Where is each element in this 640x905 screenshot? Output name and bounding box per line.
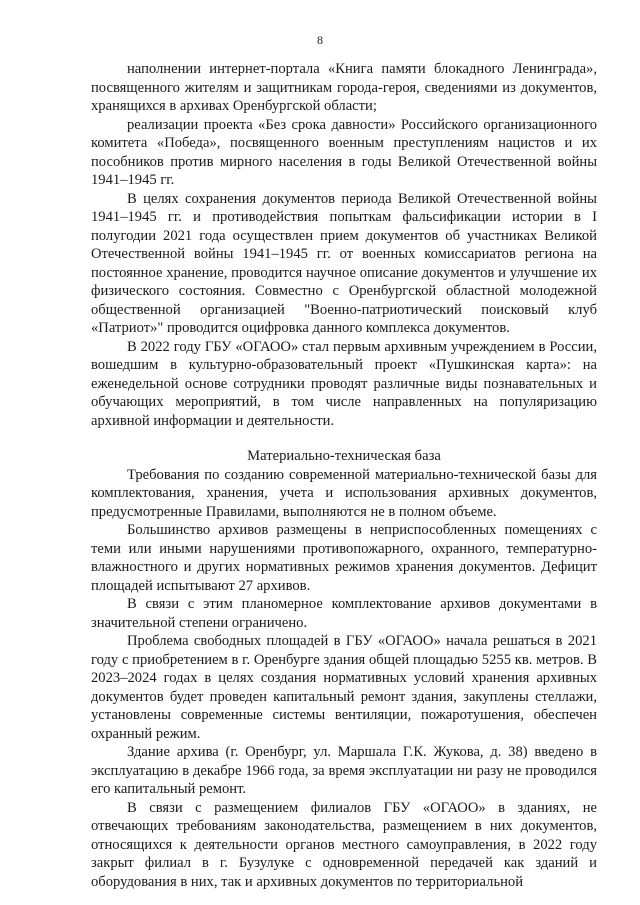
paragraph: В связи с этим планомерное комплектование архивов документами в значительной степени ограничено. bbox=[91, 596, 597, 631]
paragraph: Проблема свободных площадей в ГБУ «ОГАОО» начала решаться в 2021 году с приобретением в г. Оренбурге здания общей площадью 5255 кв. метров. В 2023–2024 годах в целях создания нормативных условий хранения архивных документов будет проведен капитальный ремонт здания, закуплены стеллажи, установлены современные системы вентиляции, пожаротушения, обеспечен охранный режим. bbox=[91, 633, 597, 742]
paragraph: Требования по созданию современной материально-технической базы для комплектования, хранения, учета и использования архивных документов, предусмотренные Правилами, выполняются не в полном объеме. bbox=[91, 466, 597, 520]
page-number: 8 bbox=[317, 33, 323, 47]
paragraph: реализации проекта «Без срока давности» Российского организационного комитета «Победа», посвященного военным преступлениям нацистов и их пособников против мирного населения в годы Великой Отечественной войны 1941–1945 гг. bbox=[91, 116, 597, 188]
paragraph: Здание архива (г. Оренбург, ул. Маршала Г.К. Жукова, д. 38) введено в эксплуатацию в декабре 1966 года, за время эксплуатации ни разу не проводился его капитальный ремонт. bbox=[91, 744, 597, 797]
page-body bbox=[91, 60, 597, 891]
section-heading: Материально-техническая база bbox=[247, 448, 441, 464]
paragraph: В целях сохранения документов периода Великой Отечественной войны 1941–1945 гг. и противодействия попыткам фальсификации истории в I полугодии 2021 года осуществлен прием документов об участниках Великой Отечественной войны 1941–1945 гг. от военных комиссариатов региона на постоянное хранение, проводится научное описание документов и улучшение их физического состояния. Совместно с Оренбургской областной молодежной общественной организацией "Военно-патриотический поисковый клуб «Патриот»" проводится оцифровка данного комплекса документов. bbox=[91, 190, 597, 336]
paragraph: наполнении интернет-портала «Книга памяти блокадного Ленинграда», посвященного жителям и защитникам города-героя, сведениями из документов, хранящихся в архивах Оренбургской области; bbox=[91, 61, 597, 114]
paragraph: В 2022 году ГБУ «ОГАОО» стал первым архивным учреждением в России, вошедшим в культурно-образовательный проект «Пушкинская карта»: на еженедельной основе сотрудники проводят различные виды познавательных и обучающих мероприятий, в том числе направленных на популяризацию архивной информации и деятельности. bbox=[91, 338, 597, 429]
paragraph: В связи с размещением филиалов ГБУ «ОГАОО» в зданиях, не отвечающих требованиям законодательства, размещением в них документов, относящихся к деятельности органов местного самоуправления, в 2022 году закрыт филиал в г. Бузулуке с одновременной передачей как зданий и оборудования в них, так и архивных документов по территориальной bbox=[91, 799, 597, 890]
paragraph: Большинство архивов размещены в неприспособленных помещениях с теми или иными нарушениями противопожарного, охранного, температурно-влажностного и других нормативных режимов хранения документов. Дефицит площадей испытывают 27 архивов. bbox=[91, 522, 597, 594]
